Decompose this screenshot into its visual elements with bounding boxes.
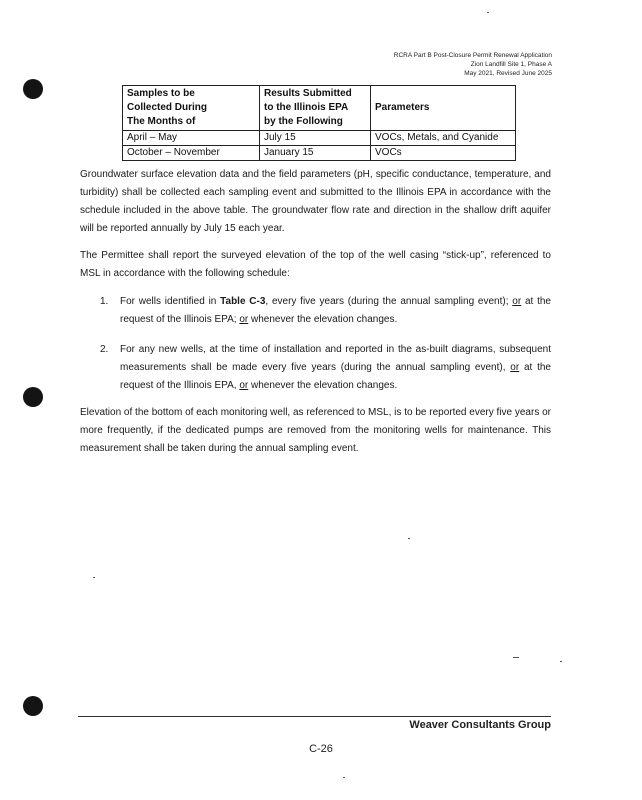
table-cell: VOCs xyxy=(371,146,516,161)
page-number: C-26 xyxy=(309,743,333,755)
scan-speck xyxy=(487,12,489,13)
punch-hole-bottom xyxy=(23,696,43,716)
table-header-row xyxy=(123,86,516,131)
header-line-title: RCRA Part B Post-Closure Permit Renewal Application xyxy=(393,52,552,59)
paragraph-field-parameters: Groundwater surface elevation data and the field parameters (pH, specific conductance, temperature, and turbidity) shall be collected each sampling event and submitted to the Illinois EPA in accordance with the schedule included in the above table. The groundwater flow rate and direction in the shallow drift aquifer will be reported annually by July 15 each year. xyxy=(80,169,551,234)
punch-hole-top xyxy=(23,79,43,99)
sampling-schedule-table xyxy=(122,85,516,161)
table-row xyxy=(123,131,516,146)
table-cell: January 15 xyxy=(260,146,371,161)
punch-hole-middle xyxy=(23,387,43,407)
header-line-date: May 2021, Revised June 2025 xyxy=(464,70,552,77)
table-cell: VOCs, Metals, and Cyanide xyxy=(371,131,516,146)
scan-speck xyxy=(93,577,95,578)
footer-divider xyxy=(78,716,551,717)
table-row xyxy=(123,146,516,161)
table-cell: October – November xyxy=(123,146,260,161)
footer-company: Weaver Consultants Group xyxy=(409,719,551,731)
table-cell: July 15 xyxy=(260,131,371,146)
paragraph-survey-intro: The Permittee shall report the surveyed elevation of the top of the well casing “stick-up”, referenced to MSL in accordance with the following schedule: xyxy=(80,250,551,279)
header-line-site: Zion Landfill Site 1, Phase A xyxy=(470,61,552,68)
document-header xyxy=(394,51,552,78)
list-number: 2. xyxy=(100,344,109,355)
list-number: 1. xyxy=(100,296,109,307)
scan-speck xyxy=(408,538,410,539)
table-header-cell: Parameters xyxy=(371,86,516,131)
scan-speck xyxy=(513,657,519,658)
list-item: 2. For any new wells, at the time of installation and reported in the as-built diagrams, subsequent measurements shall be made every five years (during the annual sampling event), or at the request of the Illinois EPA, or whenever the elevation changes. xyxy=(80,341,551,395)
paragraph-well-bottom: Elevation of the bottom of each monitoring well, as referenced to MSL, is to be reported every five years or more frequently, if the dedicated pumps are removed from the monitoring wells for maintenance. This measurement shall be taken during the annual sampling event. xyxy=(80,407,551,454)
table-cell: April – May xyxy=(123,131,260,146)
table-header-cell: Results Submitted to the Illinois EPA by the Following xyxy=(260,86,371,131)
scan-speck xyxy=(560,661,562,662)
table-header-cell: Samples to be Collected During The Months of xyxy=(123,86,260,131)
survey-schedule-list xyxy=(80,293,551,395)
scan-speck xyxy=(343,777,345,778)
list-item: 1. For wells identified in Table C-3, every five years (during the annual sampling event); or at the request of the Illinois EPA; or whenever the elevation changes. xyxy=(80,293,551,329)
